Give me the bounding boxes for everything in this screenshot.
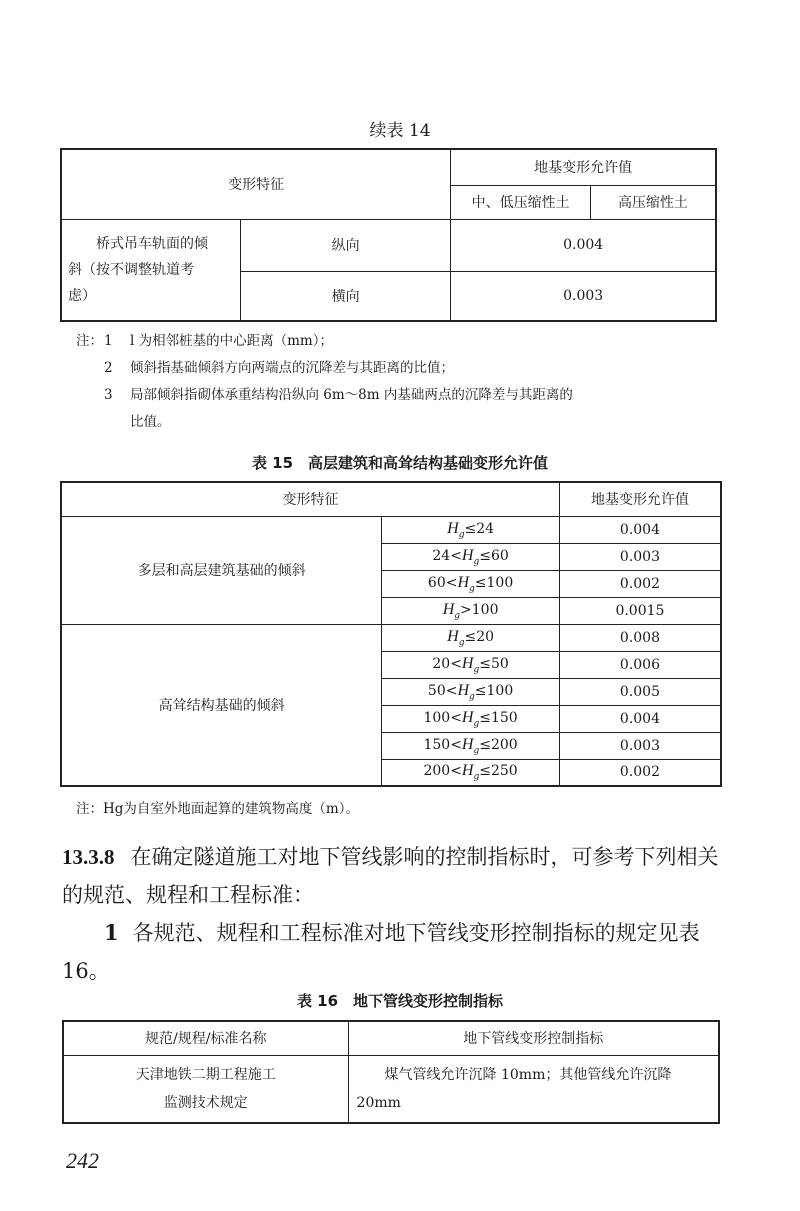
table15-condition: $24<H_g\le 60$ xyxy=(382,543,560,570)
note-text: l 为相邻桩基的中心距离（mm）； xyxy=(130,333,333,349)
section-text: 在确定隧道施工对地下管线影响的控制指标时，可参考下列相关的规范、规程和工程标准： xyxy=(62,845,719,907)
note-number: 3 xyxy=(104,387,113,403)
note-text: 倾斜指基础倾斜方向两端点的沉降差与其距离的比值； xyxy=(130,360,454,376)
note-label: 注： xyxy=(76,333,103,349)
item-text: 各规范、规程和工程标准对地下管线变形控制指标的规定见表 16。 xyxy=(62,921,700,983)
section-paragraph xyxy=(62,838,722,914)
table15-condition: $200<H_g\le 250$ xyxy=(382,759,560,786)
table15-value: 0.005 xyxy=(559,678,721,705)
table16-name-line: 天津地铁二期工程施工 xyxy=(135,1066,276,1083)
table14-value: 0.004 xyxy=(451,219,716,271)
table14-group-line: 斜（按不调整轨道考 xyxy=(68,261,194,278)
table15-value: 0.008 xyxy=(559,624,721,651)
table14-caption: 续表 14 xyxy=(369,121,431,141)
note-text: 局部倾斜指砌体承重结构沿纵向 6m～8m 内基础两点的沉降差与其距离的 xyxy=(130,387,573,403)
table15-value: 0.002 xyxy=(559,759,721,786)
note-number: 1 xyxy=(104,333,113,349)
item-number: 1 xyxy=(104,920,119,945)
table14 xyxy=(60,148,717,322)
table15-condition: $20<H_g\le 50$ xyxy=(382,651,560,678)
table15-value: 0.003 xyxy=(559,543,721,570)
table15-value: 0.002 xyxy=(559,570,721,597)
table15-note: 注：Hg为自室外地面起算的建筑物高度（m）。 xyxy=(76,801,359,817)
table14-header-allowable: 地基变形允许值 xyxy=(451,149,716,185)
table14-header-feature: 变形特征 xyxy=(61,149,451,219)
table15-condition: $H_g\le 24$ xyxy=(382,516,560,543)
page-number: 242 xyxy=(66,1148,99,1173)
table15-condition: $100<H_g\le 150$ xyxy=(382,705,560,732)
table15-condition: $150<H_g\le 200$ xyxy=(382,732,560,759)
table15-value: 0.006 xyxy=(559,651,721,678)
table15-value: 0.004 xyxy=(559,705,721,732)
table15-value: 0.003 xyxy=(559,732,721,759)
table15-value: 0.0015 xyxy=(559,597,721,624)
table14-notes xyxy=(76,328,573,436)
table14-group-line: 虑） xyxy=(68,287,96,304)
table16-header-name: 规范/规程/标准名称 xyxy=(63,1021,348,1055)
table15-condition: $50<H_g\le 100$ xyxy=(382,678,560,705)
table15-condition: $H_g>100$ xyxy=(382,597,560,624)
table14-subheader-high: 高压缩性土 xyxy=(590,185,716,219)
table15-condition: $60<H_g\le 100$ xyxy=(382,570,560,597)
table15-header-feature: 变形特征 xyxy=(61,482,559,516)
table14-direction: 纵向 xyxy=(241,219,451,271)
table16 xyxy=(62,1020,720,1124)
section-number: 13.3.8 xyxy=(62,845,115,869)
table16-indicator: 煤气管线允许沉降 10mm；其他管线允许沉降 20mm xyxy=(348,1055,719,1123)
table14-group-line: 桥式吊车轨面的倾 xyxy=(96,235,208,252)
note-number: 2 xyxy=(104,360,113,376)
table14-group-cell xyxy=(61,219,241,321)
table16-name-cell xyxy=(63,1055,348,1123)
table15-value: 0.004 xyxy=(559,516,721,543)
table15-group-name: 多层和高层建筑基础的倾斜 xyxy=(61,516,382,624)
table14-direction: 横向 xyxy=(241,271,451,321)
table16-caption: 表 16 地下管线变形控制指标 xyxy=(296,992,504,1010)
table15-caption: 表 15 高层建筑和高耸结构基础变形允许值 xyxy=(251,454,549,472)
table16-header-indicator: 地下管线变形控制指标 xyxy=(348,1021,719,1055)
table15-group-name: 高耸结构基础的倾斜 xyxy=(61,624,382,786)
table15-header-allowable: 地基变形允许值 xyxy=(559,482,721,516)
item-paragraph xyxy=(62,914,722,990)
table14-subheader-low: 中、低压缩性土 xyxy=(451,185,591,219)
table16-name-line: 监测技术规定 xyxy=(163,1094,248,1111)
table15-condition: $H_g\le 20$ xyxy=(382,624,560,651)
table15 xyxy=(60,481,722,787)
table14-value: 0.003 xyxy=(451,271,716,321)
note-text: 比值。 xyxy=(130,414,171,430)
